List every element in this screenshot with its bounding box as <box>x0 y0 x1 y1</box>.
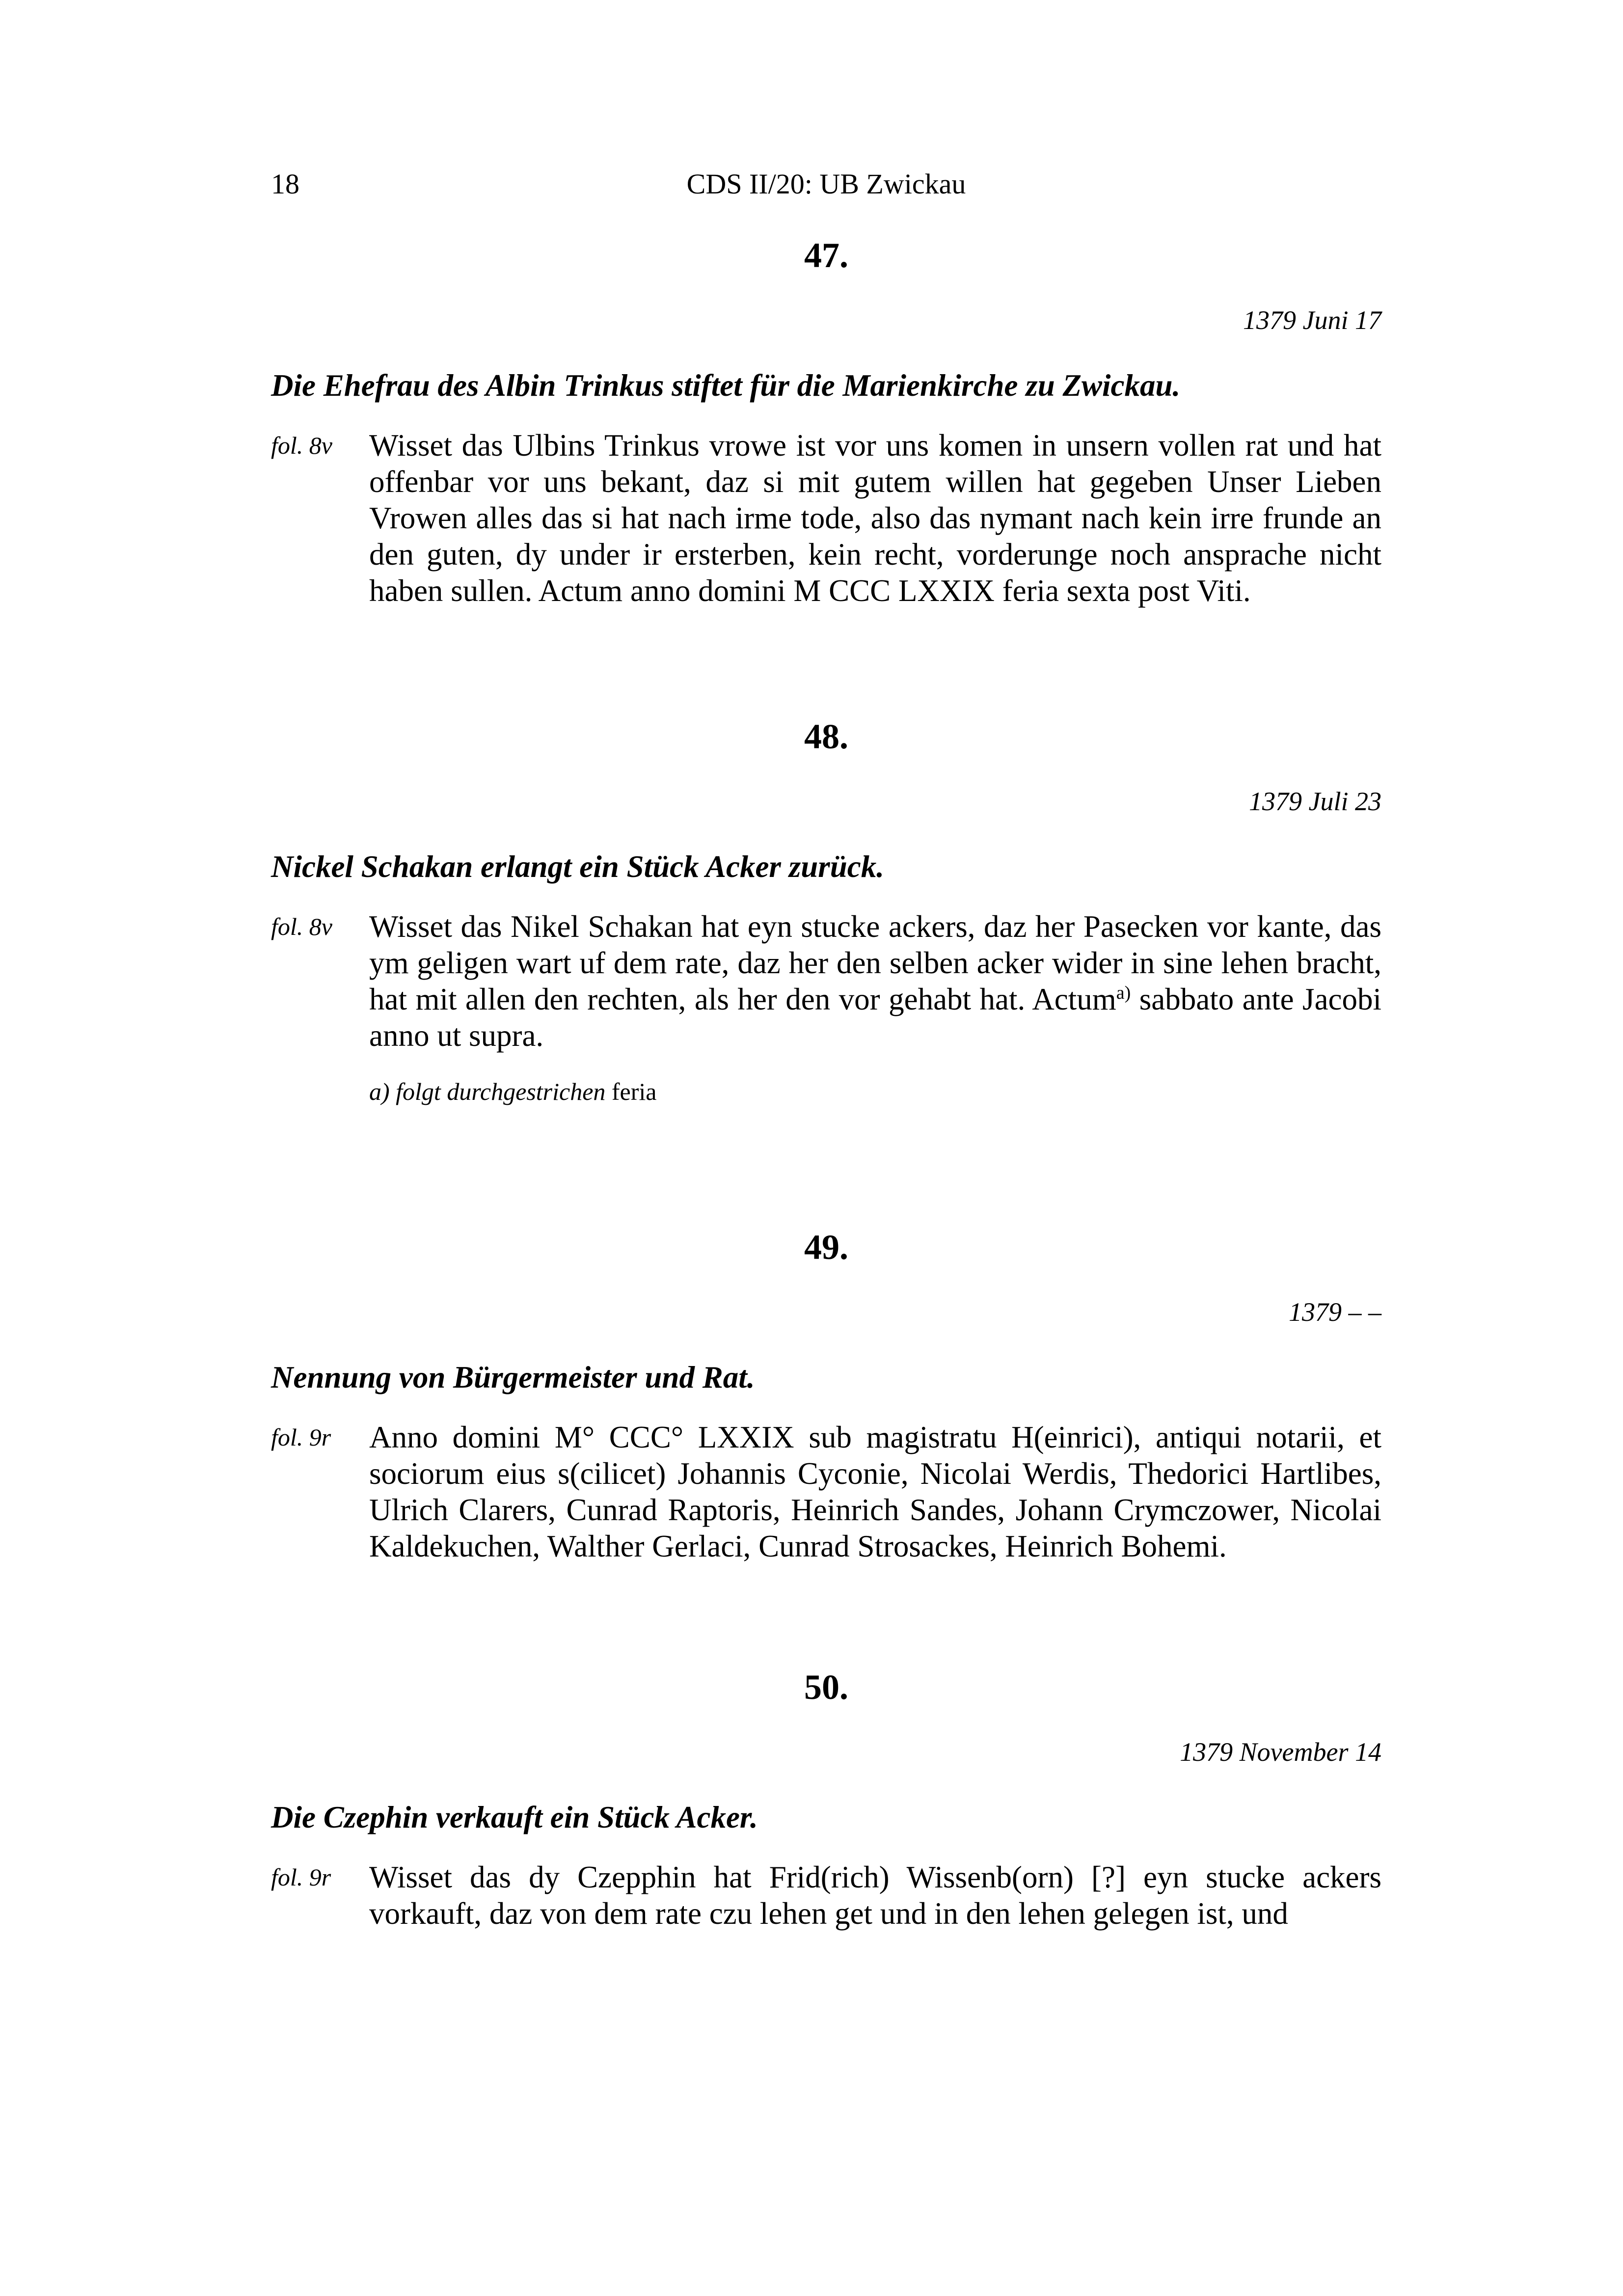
entry-text <box>369 908 1381 1054</box>
entry-date: 1379 Juni 17 <box>1243 305 1381 335</box>
footnote <box>369 1073 1381 1110</box>
document-page <box>271 162 1381 1932</box>
entry-body <box>271 1419 1381 1564</box>
folio-reference: fol. 8v <box>271 432 332 459</box>
entry-text-part2: sabbato ante Jacobi anno ut supra. <box>369 982 1381 1053</box>
folio-reference: fol. 9r <box>271 1863 331 1891</box>
footnote-text: feria <box>605 1078 657 1105</box>
entry-body <box>271 1859 1381 1932</box>
entry-text: Wisset das dy Czepphin hat Frid(rich) Wissenb(orn) [?] eyn stucke ackers vorkauft, daz von dem rate czu lehen get und in den lehen gelegen ist, und <box>369 1860 1381 1931</box>
entry-body <box>271 908 1381 1110</box>
entry-date: 1379 November 14 <box>1180 1737 1381 1767</box>
entry-50 <box>271 1663 1381 1932</box>
page-number: 18 <box>271 168 299 200</box>
entry-body <box>271 427 1381 609</box>
entry-48 <box>271 712 1381 1110</box>
running-head-title: CDS II/20: UB Zwickau <box>686 168 966 200</box>
footnote-marker: a) <box>1116 983 1131 1003</box>
running-head <box>271 162 1381 206</box>
folio-reference: fol. 9r <box>271 1423 331 1451</box>
entry-heading: Nickel Schakan erlangt ein Stück Acker zurück. <box>271 849 885 884</box>
entry-47 <box>271 231 1381 609</box>
entry-number: 47. <box>804 236 848 275</box>
entry-date: 1379 – – <box>1289 1297 1381 1327</box>
entry-text: Anno domini M° CCC° LXXIX sub magistratu H(einrici), antiqui notarii, et sociorum eius s(cilicet) Johannis Cyconie, Nicolai Werdis, Thedorici Hartlibes, Ulrich Clarers, Cunrad Raptoris, Heinrich Sandes, Johann Crymczower, Nicolai Kaldekuchen, Walther Gerlaci, Cunrad Strosackes, Heinrich Bohemi. <box>369 1420 1381 1563</box>
entry-49 <box>271 1223 1381 1564</box>
entry-number: 49. <box>804 1228 848 1267</box>
entry-text-part1: Wisset das Nikel Schakan hat eyn stucke ackers, daz her Pasecken vor kante, das ym geligen wart uf dem rate, daz her den selben acker wider in sine lehen bracht, hat mit allen den rechten, als her den vor gehabt hat. Actum <box>369 909 1381 1016</box>
entry-text: Wisset das Ulbins Trinkus vrowe ist vor uns komen in unsern vollen rat und hat offenbar vor uns bekant, daz si mit gutem willen hat gegeben Unser Lieben Vrowen alles das si hat nach irme tode, also das nymant nach kein irre frunde an den guten, dy under ir ersterben, kein recht, vorderunge noch ansprache nicht haben sullen. Actum anno domini M CCC LXXIX feria sexta post Viti. <box>369 428 1381 608</box>
entry-date: 1379 Juli 23 <box>1249 787 1381 816</box>
footnote-label: a) folgt durchgestrichen <box>369 1078 606 1105</box>
entry-heading: Die Czephin verkauft ein Stück Acker. <box>271 1800 758 1834</box>
entry-number: 48. <box>804 717 848 756</box>
folio-reference: fol. 8v <box>271 913 332 940</box>
entry-heading: Nennung von Bürgermeister und Rat. <box>271 1360 755 1394</box>
entry-heading: Die Ehefrau des Albin Trinkus stiftet für die Marienkirche zu Zwickau. <box>271 368 1181 403</box>
entry-number: 50. <box>804 1667 848 1707</box>
